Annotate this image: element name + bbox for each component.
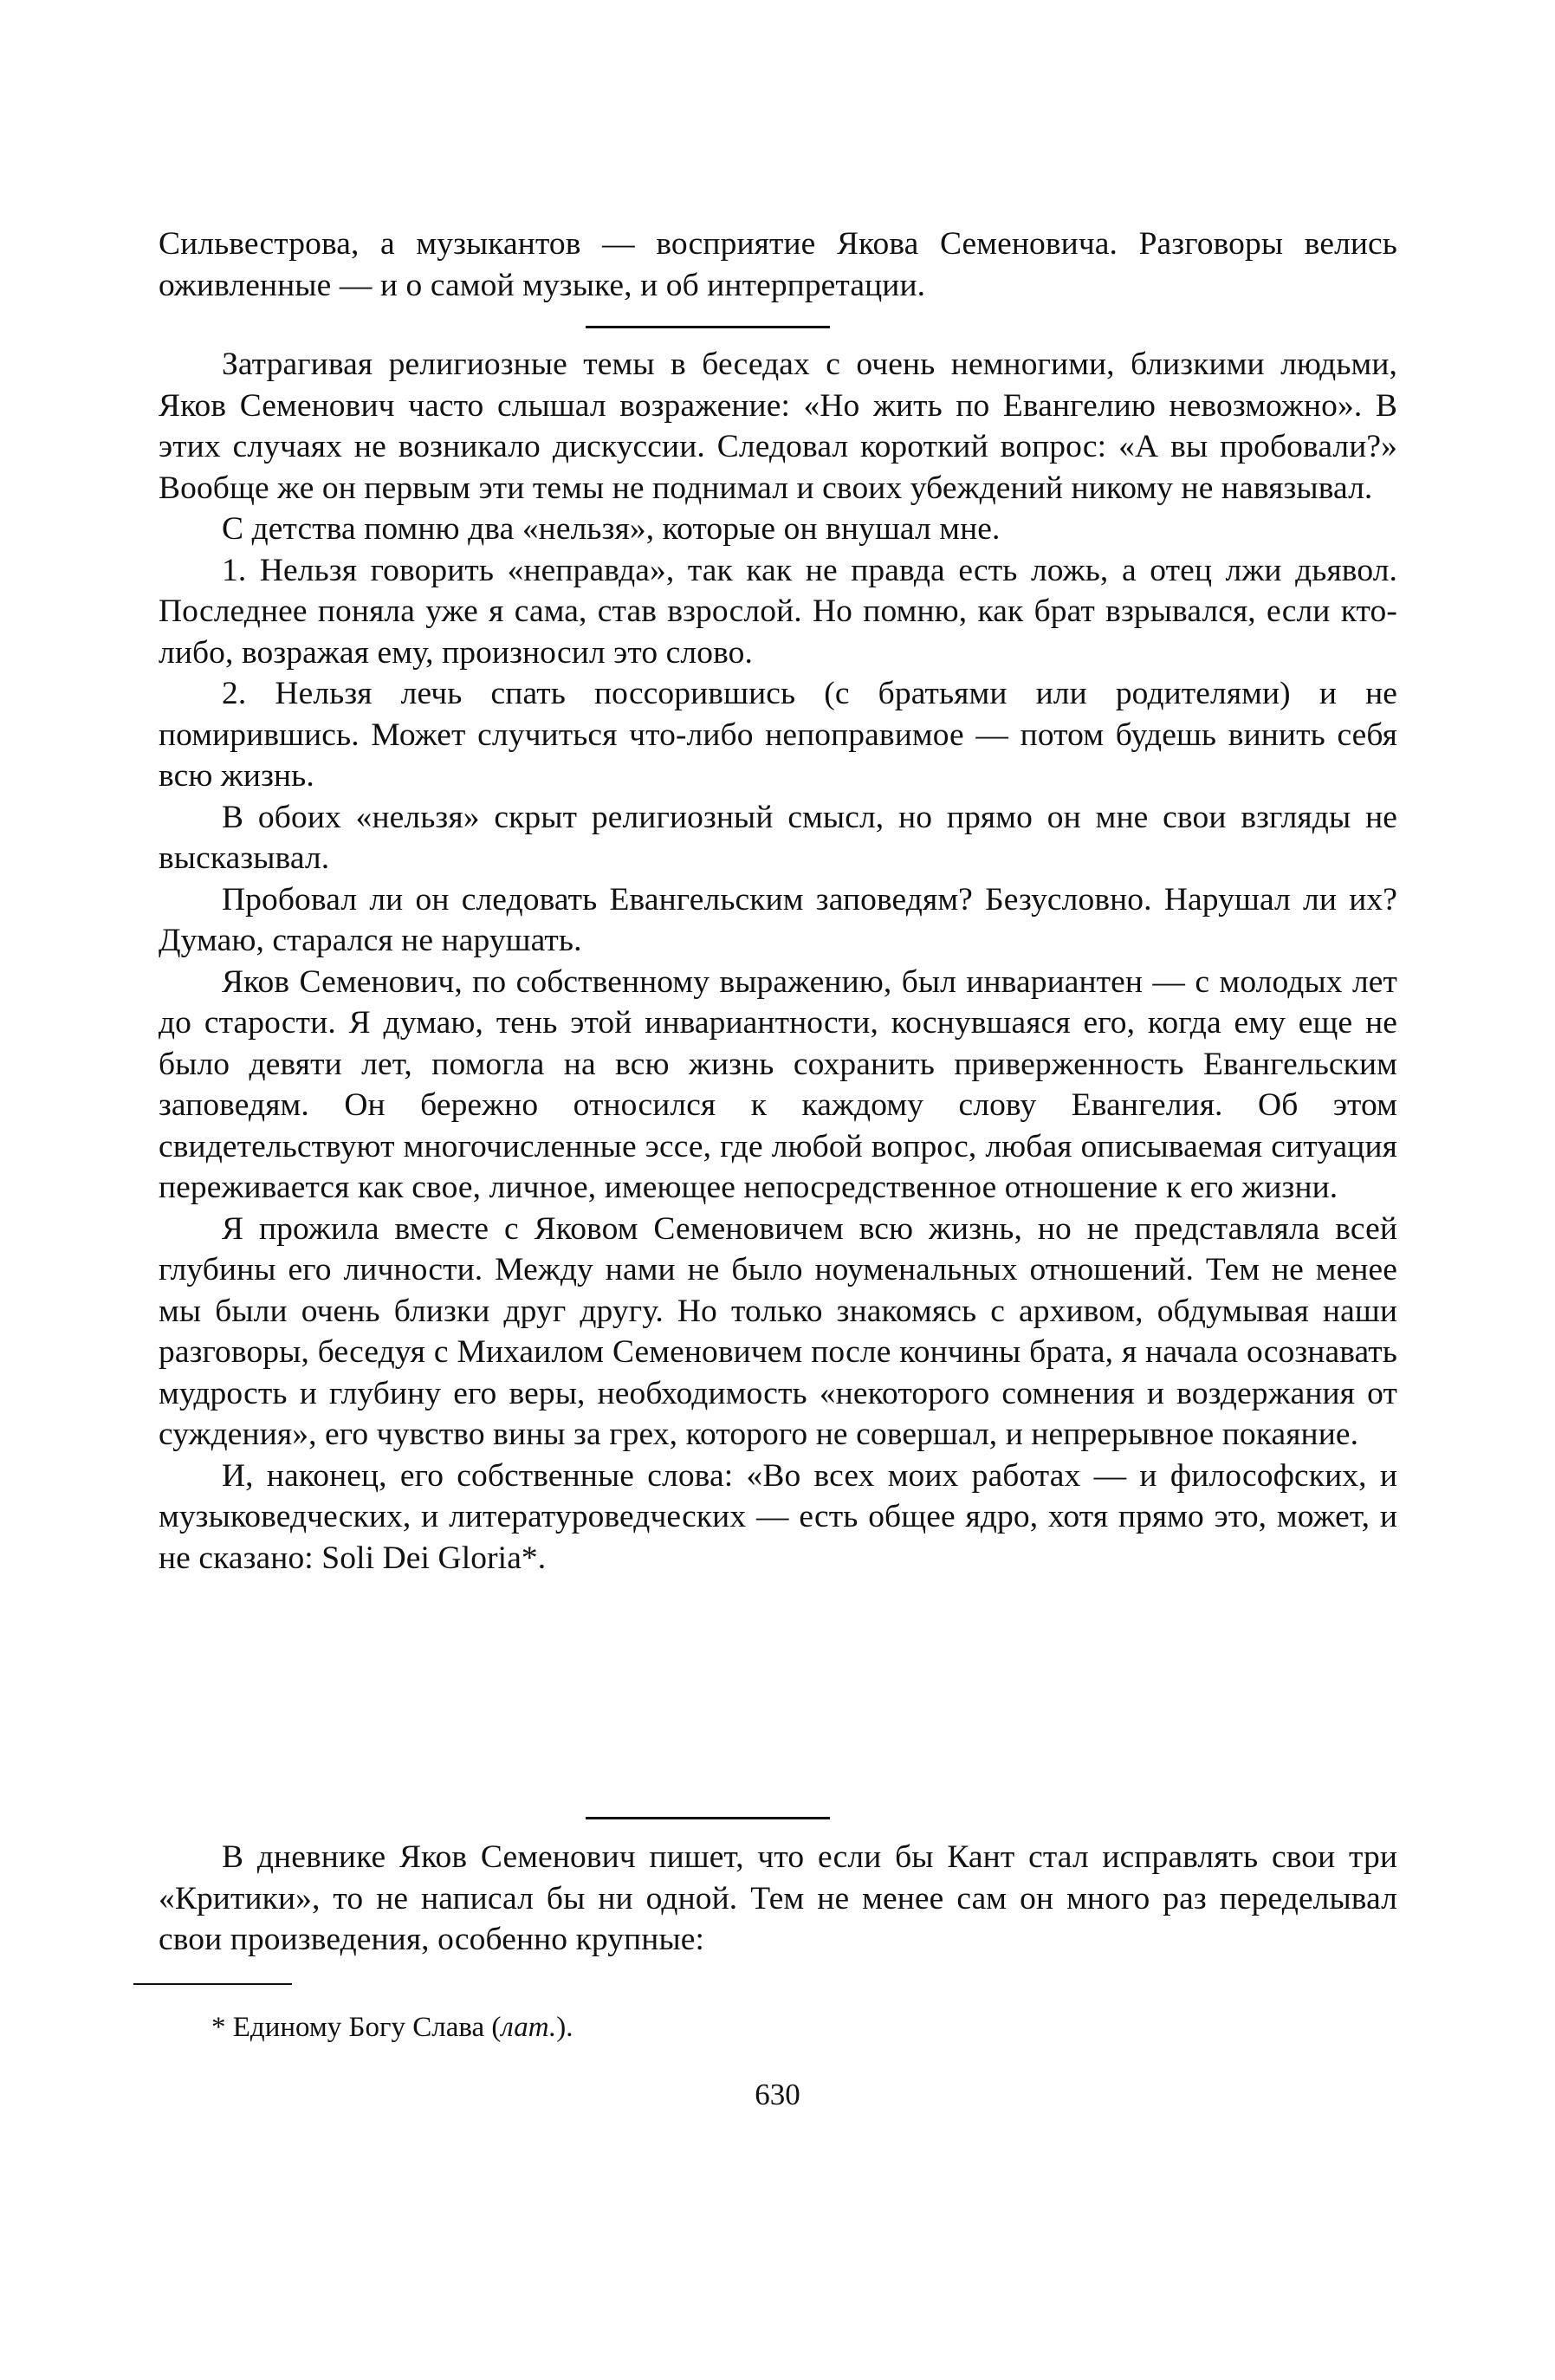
footnote-rule [133,1983,292,1985]
footnote-closing: ). [556,2012,573,2043]
paragraph: 2. Нельзя лечь спать поссорившись (с братьями или родителями) и не помирившись. Может случиться что-либо непоправимое — потом будешь винить себя всю жизнь. [159,676,1397,794]
paragraph: И, наконец, его собственные слова: «Во всех моих работах — и философских, и музыковедческих, и литературоведческих — есть общее ядро, хотя прямо это, может, и не сказано: Soli Dei Gloria*. [159,1457,1397,1576]
paragraph: Я прожила вместе с Яковом Семеновичем всю жизнь, но не представляла всей глубины его личности. Между нами не было ноуменальных отношений. Тем не менее мы были очень близки друг другу. Но только знакомясь с архивом, обдумывая наши разговоры, беседуя с Михаилом Семеновичем после кончины брата, я начала осознавать мудрость и глубину его веры, необходимость «некоторого сомнения и воздержания от суждения», его чувство вины за грех, которого не совершал, и непрерывное покаяние. [159,1210,1397,1452]
paragraph: С детства помню два «нельзя», которые он внушал мне. [222,511,1001,547]
page-number: 630 [755,2078,800,2111]
paragraph: 1. Нельзя говорить «неправда», так как не правда есть ложь, а отец лжи дьявол. Последнее поняла уже я сама, став взрослой. Но помню, как брат взрывался, если кто-либо, возражая ему, произносил это слово. [159,552,1397,671]
footnote [211,2009,1251,2046]
paragraph: Пробовал ли он следовать Евангельским заповедям? Безусловно. Нарушал ли их? Думаю, старался не нарушать. [159,881,1397,958]
intro-text [159,224,1397,306]
section-one-text [159,344,1397,1579]
footnote-abbreviation: лат. [501,2012,557,2043]
paragraph: Затрагивая религиозные темы в беседах с очень немногими, близкими людьми, Яков Семенович часто слышал возражение: «Но жить по Евангелию невозможно». В этих случаях не возникало дискуссии. Следовал короткий вопрос: «А вы пробовали?» Вообще же он первым эти темы не поднимал и своих убеждений никому не навязывал. [159,347,1397,506]
footnote-text: * Единому Богу Слава ( [211,2012,502,2043]
paragraph: В обоих «нельзя» скрыт религиозный смысл, но прямо он мне свои взгляды не высказывал. [159,799,1397,876]
section-separator [586,1817,830,1819]
paragraph: Яков Семенович, по собственному выражению, был инвариантен — с молодых лет до старости. Я думаю, тень этой инвариантности, коснувшаяся его, когда ему еще не было девяти лет, помогла на всю жизнь сохранить приверженность Евангельским заповедям. Он бережно относился к каждому слову Евангелия. Об этом свидетельствуют многочисленные эссе, где любой вопрос, любая описываемая ситуация переживается как свое, личное, имеющее непосредственное отношение к его жизни. [159,963,1397,1205]
paragraph: Сильвестрова, а музыкантов — восприятие Якова Семеновича. Разговоры велись оживленные — и о самой музыке, и об интерпретации. [159,226,1397,303]
section-separator [586,326,830,328]
section-two-text [159,1837,1397,1961]
paragraph: В дневнике Яков Семенович пишет, что если бы Кант стал исправлять свои три «Критики», то не написал бы ни одной. Тем не менее сам он много раз переделывал свои произведения, особенно крупные: [159,1839,1397,1957]
